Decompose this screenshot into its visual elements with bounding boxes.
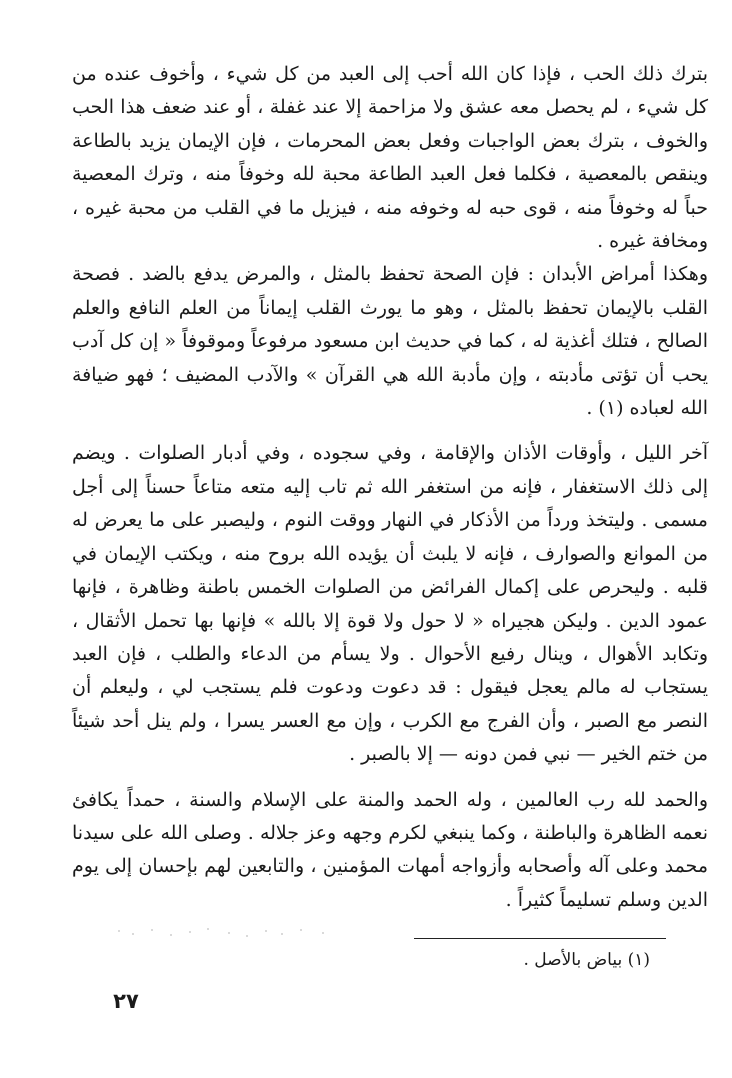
paragraph-advice: آخر الليل ، وأوقات الأذان والإقامة ، وفي سجوده ، وفي أدبار الصلوات . ويضم إلى ذلك الاستغفار ، فإنه من استغفر الله ثم تاب إليه متعه متاعاً حسناً إلى أجل مسمى . وليتخذ ورداً من الأذكار في النهار ووقت النوم ، وليصبر على ما يعرض له من الموانع والصوارف ، فإنه لا يلبث أن يؤيده الله بروح منه ، ويكتب الإيمان في قلبه . وليحرص على إكمال الفرائض من الصلوات الخمس باطنة وظاهرة ، فإنها عمود الدين . وليكن هجيراه « لا حول ولا قوة إلا بالله » فإنها بها تحمل الأثقال ، وتكابد الأهوال ، وينال رفيع الأحوال . ولا يسأم من الدعاء والطلب ، فإن العبد يستجاب له مالم يعجل فيقول : قد دعوت ودعوت فلم يستجب لي ، وليعلم أن النصر مع الصبر ، وأن الفرج مع الكرب ، وإن مع العسر يسرا ، ولم ينل أحد شيئاً من ختم الخير — نبي فمن دونه — إلا بالصبر . xyxy=(72,442,708,766)
main-text xyxy=(72,58,708,917)
page-number: ٢٧ xyxy=(113,989,139,1013)
paragraph-closing-praise: والحمد لله رب العالمين ، وله الحمد والمنة على الإسلام والسنة ، حمداً يكافئ نعمه الظاهرة والباطنة ، وكما ينبغي لكرم وجهه وعز جلاله . وصلى الله على سيدنا محمد وعلى آله وأصحابه وأزواجه أمهات المؤمنين ، والتابعين لهم بإحسان إلى يوم الدين وسلم تسليماً كثيراً . xyxy=(72,788,708,911)
footnote-divider xyxy=(414,938,666,939)
scan-noise xyxy=(110,926,340,938)
paragraph-health-of-heart: وهكذا أمراض الأبدان : فإن الصحة تحفظ بالمثل ، والمرض يدفع بالضد . فصحة القلب بالإيمان تحفظ بالمثل ، وهو ما يورث القلب إيماناً من العلم النافع والعلم الصالح ، فتلك أغذية له ، كما في حديث ابن مسعود مرفوعاً وموقوفاً « إن كل آدب يحب أن تؤتى مأدبته ، وإن مأدبة الله هي القرآن » والآدب المضيف ؛ فهو ضيافة الله لعباده (١) . xyxy=(72,263,708,420)
footnote: (١) بياض بالأصل . xyxy=(523,950,650,970)
paragraph-love-and-fear: بترك ذلك الحب ، فإذا كان الله أحب إلى العبد من كل شيء ، وأخوف عنده من كل شيء ، لم يحصل معه عشق ولا مزاحمة إلا عند غفلة ، أو عند ضعف هذا الحب والخوف ، بترك بعض الواجبات وفعل بعض المحرمات ، فإن الإيمان يزيد بالطاعة وينقص بالمعصية ، فكلما فعل العبد الطاعة محبة لله وخوفاً منه ، وترك المعصية حباً له وخوفاً منه ، قوى حبه له وخوفه منه ، فيزيل ما في القلب من محبة غيره ، ومخافة غيره . xyxy=(72,63,708,253)
